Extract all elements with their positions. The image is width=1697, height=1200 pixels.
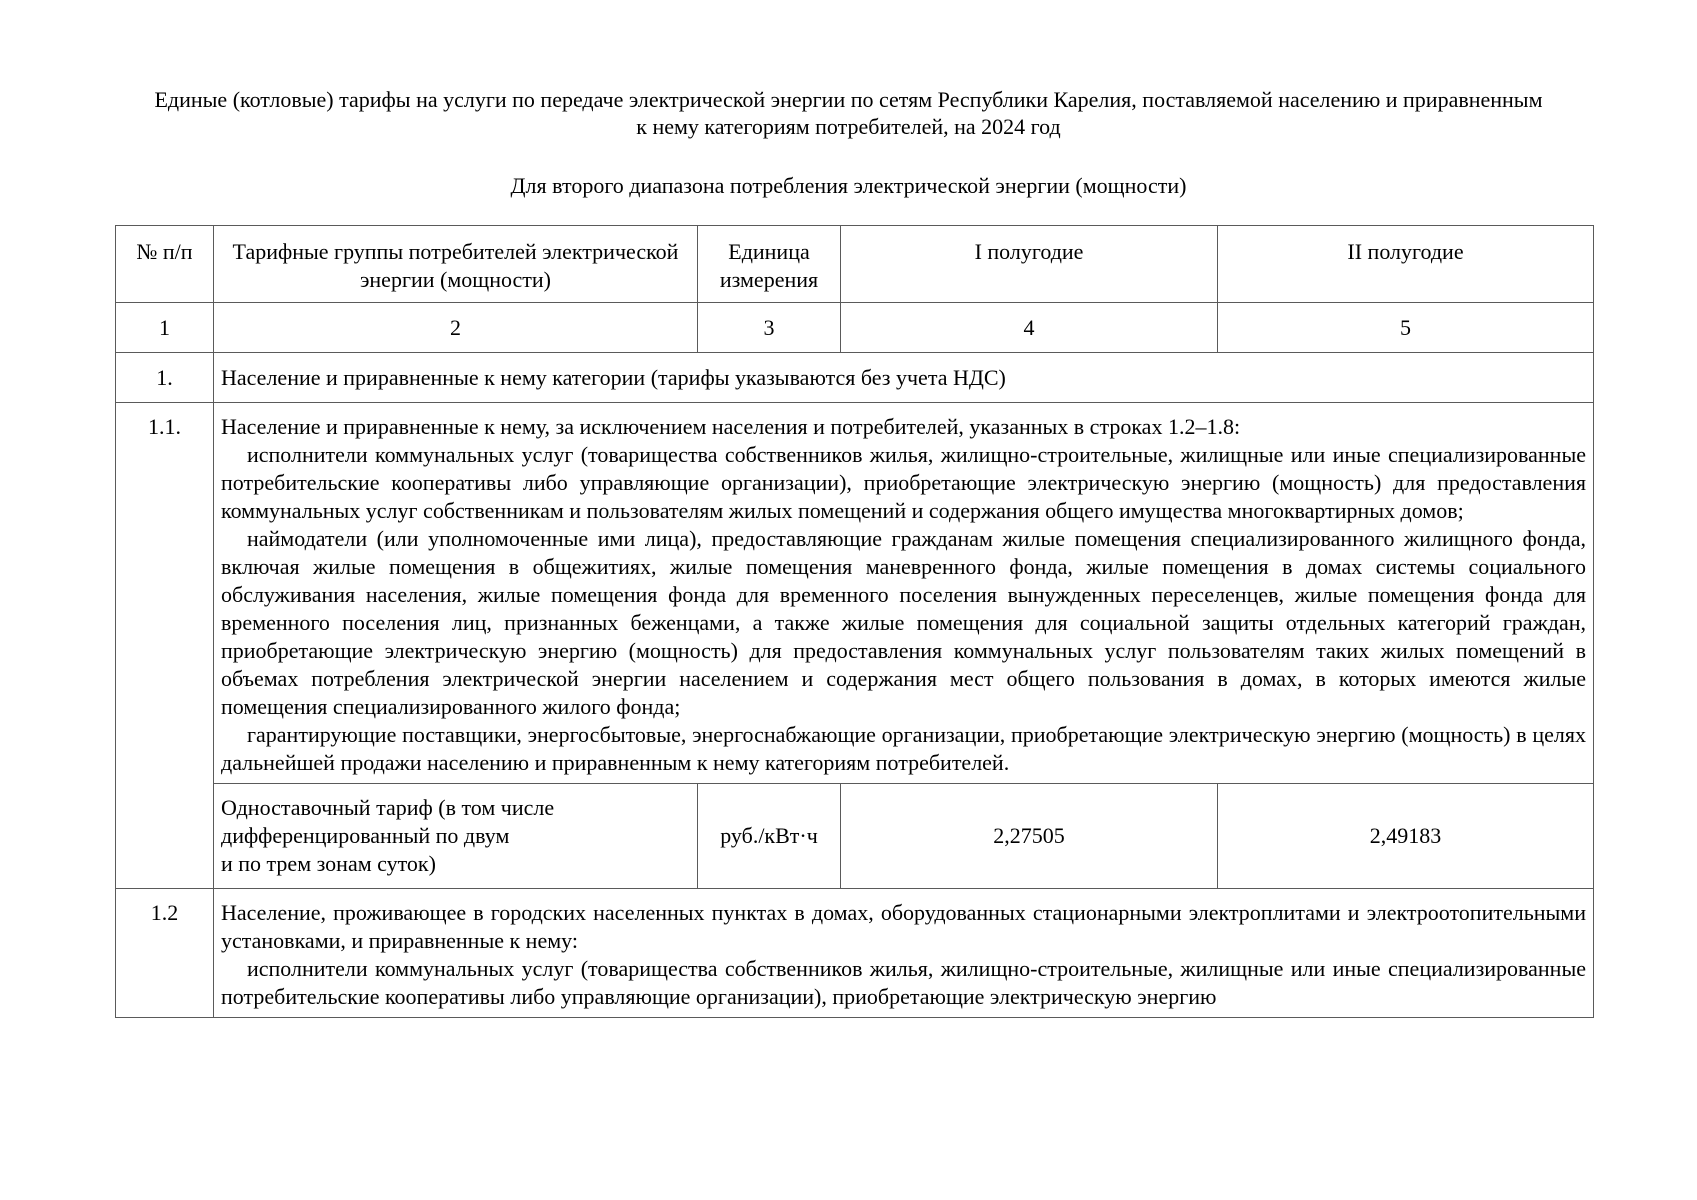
header-group: Тарифные группы потребителей электрической энергии (мощности) bbox=[214, 226, 698, 303]
header-first-half: I полугодие bbox=[841, 226, 1218, 303]
header-unit: Единица измерения bbox=[698, 226, 841, 303]
col-number: 4 bbox=[841, 303, 1218, 353]
group-paragraph: исполнители коммунальных услуг (товарищества собственников жилья, жилищно-строительные, жилищные или иные специализированные потребительские кооперативы либо управляющие организации), приобретающие электрическую энергию bbox=[221, 956, 1586, 1009]
group-intro: Население, проживающее в городских населенных пунктах в домах, оборудованных стационарными электроплитами и электроотопительными установками, и приравненные к нему: bbox=[221, 900, 1586, 953]
group-intro: Население и приравненные к нему, за исключением населения и потребителей, указанных в строках 1.2–1.8: bbox=[221, 414, 1241, 439]
group-description bbox=[214, 889, 1594, 1018]
row-number: 1.2 bbox=[116, 889, 214, 1018]
col-number: 2 bbox=[214, 303, 698, 353]
document-title: Единые (котловые) тарифы на услуги по передаче электрической энергии по сетям Республики Карелия, поставляемой населению и приравненным к нему категориям потребителей, на 2024 год bbox=[154, 87, 1543, 139]
group-paragraph: исполнители коммунальных услуг (товарищества собственников жилья, жилищно-строительные, жилищные или иные специализированные потребительские кооперативы либо управляющие организации), приобретающие электрическую энергию (мощность) для предоставления коммунальных услуг собственникам и пользователям жилых помещений и содержания общего имущества многоквартирных домов; bbox=[221, 442, 1586, 523]
group-paragraph: наймодатели (или уполномоченные ими лица), предоставляющие гражданам жилые помещения специализированного жилищного фонда, включая жилые помещения в общежитиях, жилые помещения маневренного фонда, жилые помещения в домах системы социального обслуживания населения, жилые помещения фонда для временного поселения вынужденных переселенцев, жилые помещения фонда для временного поселения лиц, признанных беженцами, а также жилые помещения для социальной защиты отдельных категорий граждан, приобретающие электрическую энергию (мощность) для предоставления коммунальных услуг пользователям таких жилых помещений в объемах потребления электрической энергии населением и содержания мест общего пользования в домах, в которых имеются жилые помещения специализированного жилого фонда; bbox=[221, 526, 1586, 719]
tariff-value-first-half: 2,27505 bbox=[841, 784, 1218, 889]
header-row bbox=[116, 226, 1594, 303]
row-1-2-description bbox=[116, 889, 1594, 1018]
tariff-row bbox=[116, 784, 1594, 889]
col-number: 5 bbox=[1218, 303, 1594, 353]
tariff-label bbox=[214, 784, 698, 889]
header-second-half: II полугодие bbox=[1218, 226, 1594, 303]
tariff-table bbox=[115, 225, 1594, 1018]
col-number: 3 bbox=[698, 303, 841, 353]
group-paragraph: гарантирующие поставщики, энергосбытовые, энергоснабжающие организации, приобретающие электрическую энергию (мощность) в целях дальнейшей продажи населению и приравненным к нему категориям потребителей. bbox=[221, 722, 1586, 775]
row-1-1-description bbox=[116, 403, 1594, 784]
tariff-label-line: и по трем зонам суток) bbox=[221, 851, 436, 876]
row-number: 1.1. bbox=[116, 403, 214, 889]
section-row-1 bbox=[116, 353, 1594, 403]
tariff-value-second-half: 2,49183 bbox=[1218, 784, 1594, 889]
document-subtitle: Для второго диапазона потребления электрической энергии (мощности) bbox=[510, 173, 1187, 198]
header-num: № п/п bbox=[116, 226, 214, 303]
tariff-label-line: Одноставочный тариф (в том числе bbox=[221, 795, 555, 820]
column-number-row bbox=[116, 303, 1594, 353]
col-number: 1 bbox=[116, 303, 214, 353]
group-description bbox=[214, 403, 1594, 784]
row-number: 1. bbox=[116, 353, 214, 403]
tariff-unit: руб./кВт·ч bbox=[698, 784, 841, 889]
tariff-label-line: дифференцированный по двум bbox=[221, 823, 510, 848]
section-title: Население и приравненные к нему категории (тарифы указываются без учета НДС) bbox=[214, 353, 1594, 403]
